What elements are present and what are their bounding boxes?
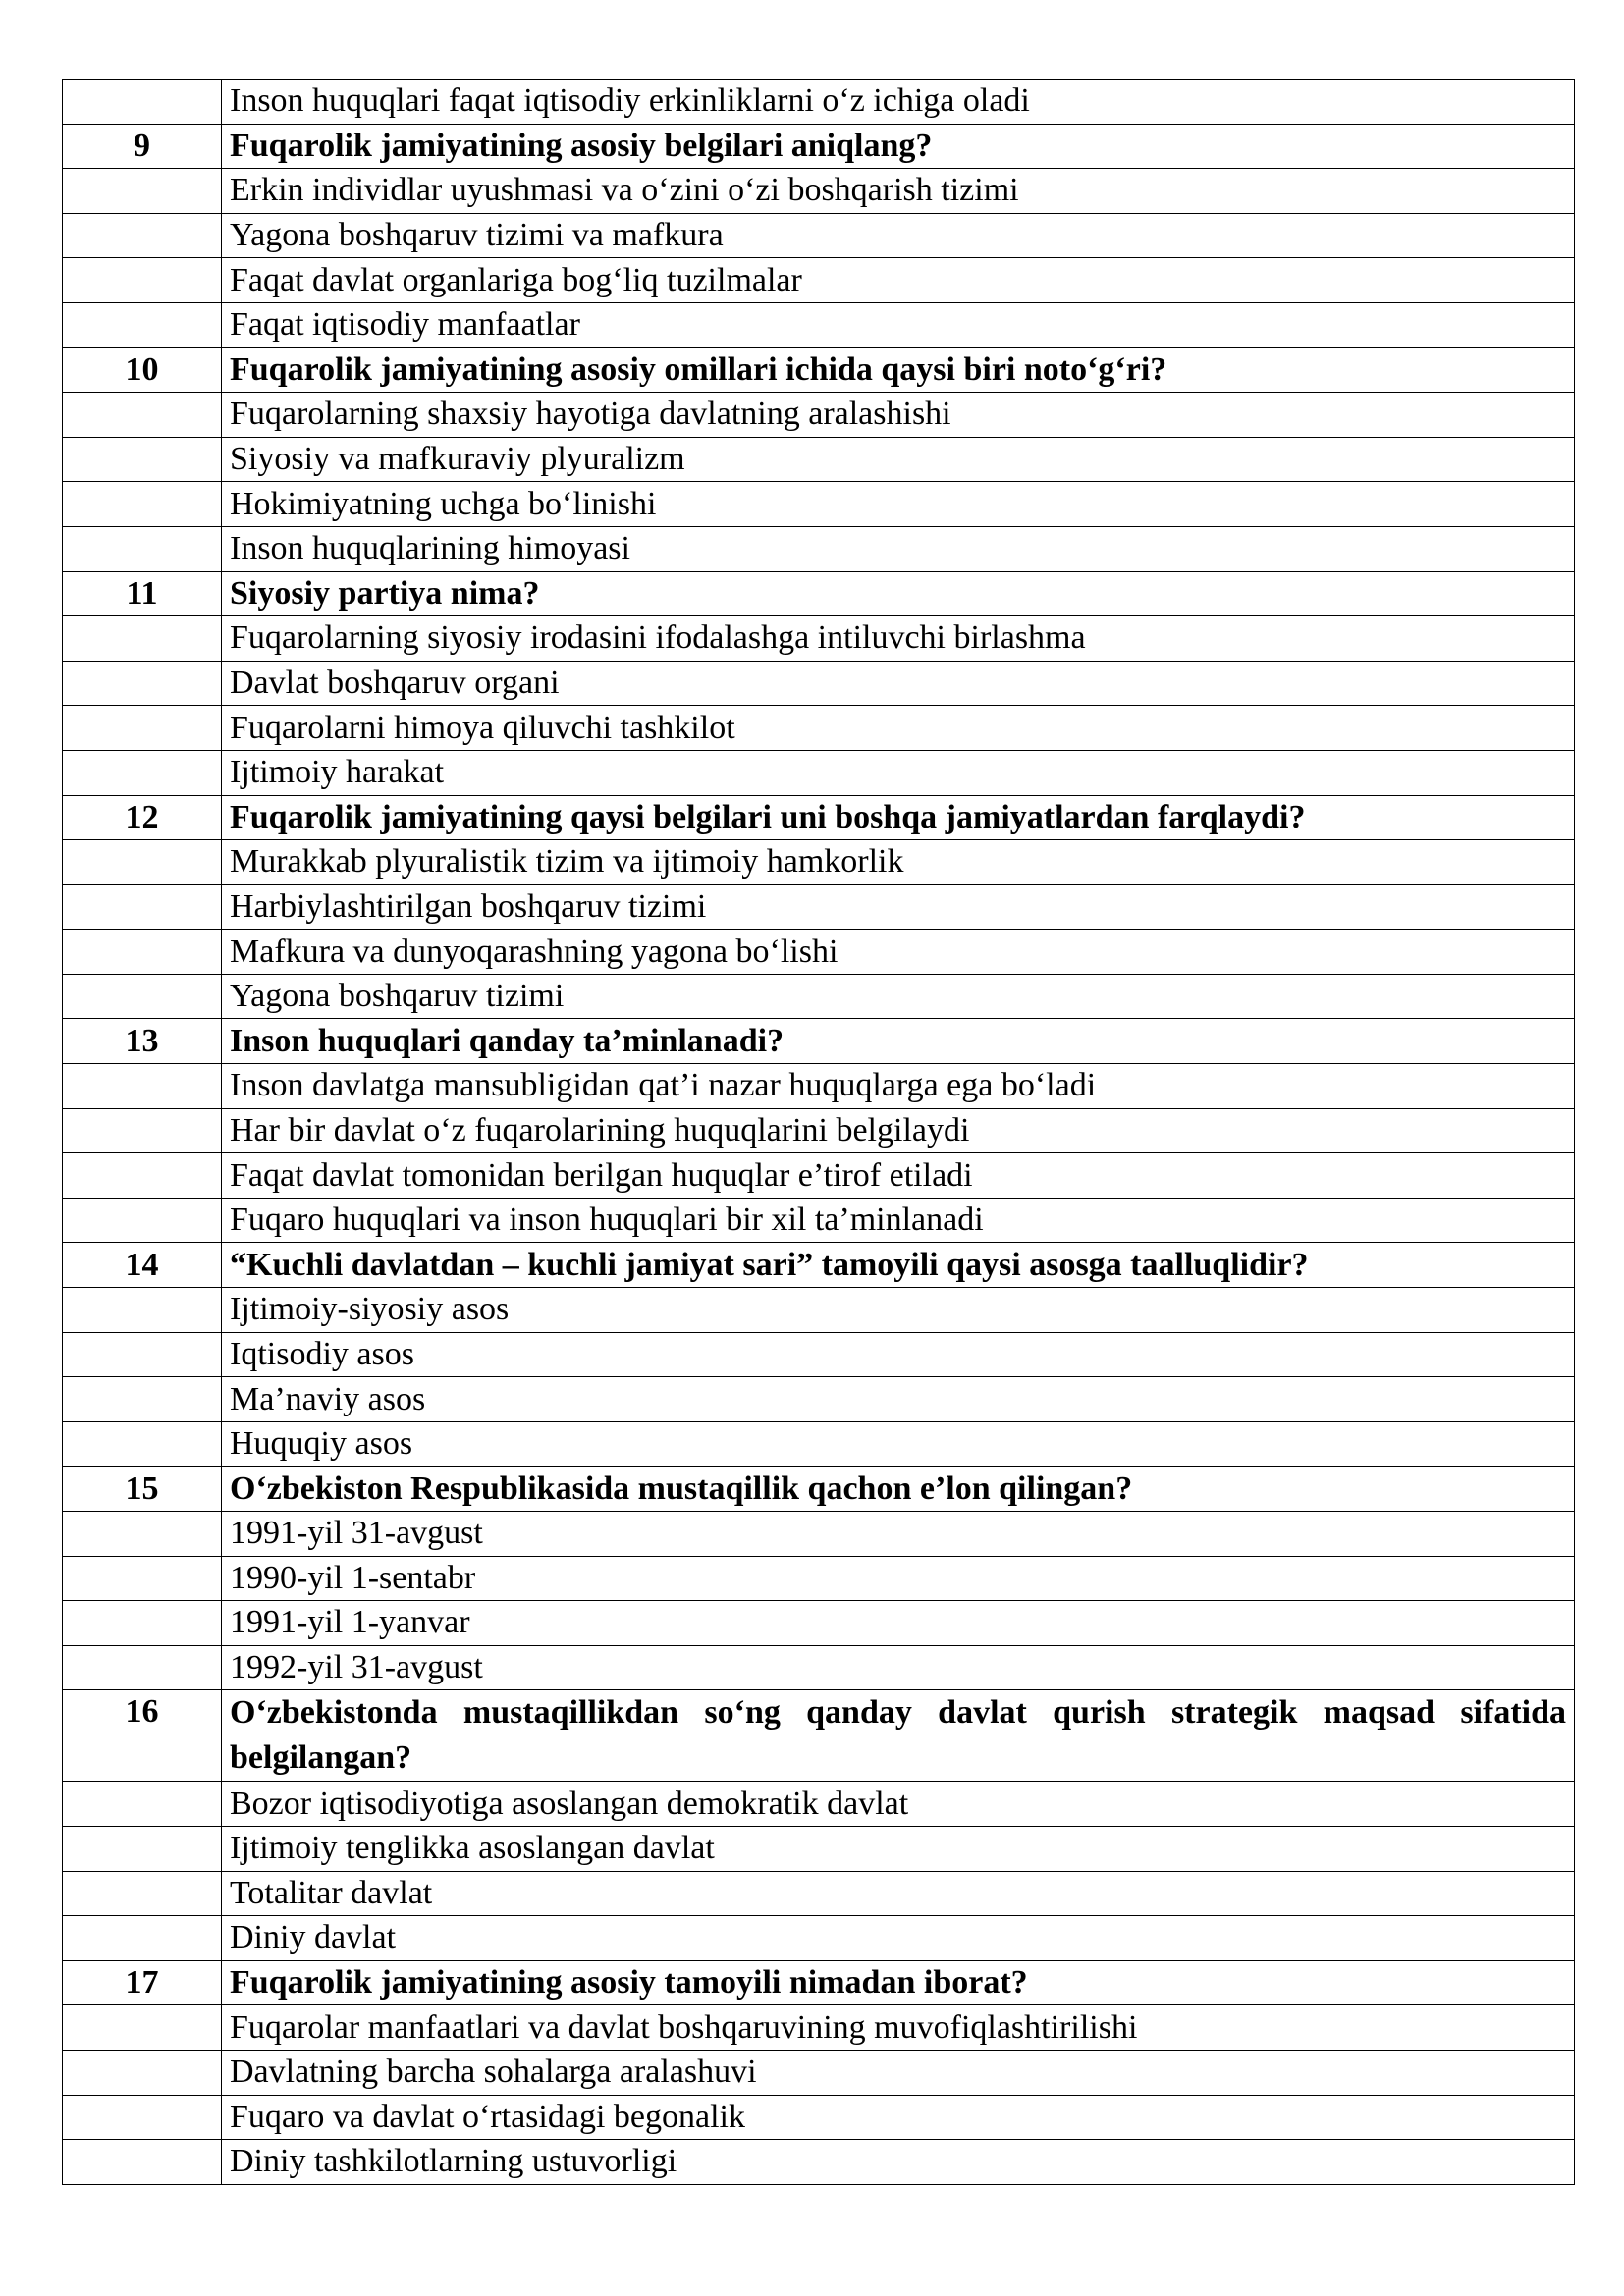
answer-row (63, 302, 1575, 347)
answer-text: Diniy davlat (222, 1916, 1575, 1961)
question-row (63, 1243, 1575, 1288)
answer-text: Faqat iqtisodiy manfaatlar (222, 302, 1575, 347)
number-cell (63, 1108, 222, 1153)
answer-text: Mafkura va dunyoqarashning yagona bo‘lishi (222, 930, 1575, 975)
answer-text: Totalitar davlat (222, 1871, 1575, 1916)
number-cell (63, 80, 222, 125)
answer-text: Fuqarolar manfaatlari va davlat boshqaruvining muvofiqlashtirilishi (222, 2005, 1575, 2051)
answer-text: Yagona boshqaruv tizimi va mafkura (222, 213, 1575, 258)
number-cell (63, 1512, 222, 1557)
question-number: 10 (63, 347, 222, 393)
question-number: 9 (63, 124, 222, 169)
answer-row (63, 884, 1575, 930)
number-cell (63, 169, 222, 214)
number-cell (63, 750, 222, 795)
answer-row (63, 1826, 1575, 1871)
number-cell (63, 1064, 222, 1109)
answer-row (63, 213, 1575, 258)
answer-text: Ijtimoiy harakat (222, 750, 1575, 795)
answer-text: Fuqarolarni himoya qiluvchi tashkilot (222, 706, 1575, 751)
number-cell (63, 482, 222, 527)
answer-row (63, 2140, 1575, 2185)
answer-row (63, 840, 1575, 885)
number-cell (63, 1288, 222, 1333)
question-text: O‘zbekiston Respublikasida mustaqillik qachon e’lon qilingan? (222, 1467, 1575, 1512)
answer-text: Inson huquqlari faqat iqtisodiy erkinliklarni o‘z ichiga oladi (222, 80, 1575, 125)
answer-row (63, 1871, 1575, 1916)
number-cell (63, 1782, 222, 1827)
question-number: 17 (63, 1960, 222, 2005)
answer-row (63, 1782, 1575, 1827)
answer-row (63, 750, 1575, 795)
answer-row (63, 1512, 1575, 1557)
number-cell (63, 2095, 222, 2140)
answer-row (63, 616, 1575, 662)
number-cell (63, 661, 222, 706)
answer-text: 1992-yil 31-avgust (222, 1645, 1575, 1690)
answer-row (63, 1153, 1575, 1199)
question-text: Inson huquqlari qanday ta’minlanadi? (222, 1019, 1575, 1064)
number-cell (63, 258, 222, 303)
number-cell (63, 1153, 222, 1199)
answer-text: Fuqarolarning shaxsiy hayotiga davlatning aralashishi (222, 393, 1575, 438)
question-number: 13 (63, 1019, 222, 1064)
question-text: Fuqarolik jamiyatining asosiy belgilari aniqlang? (222, 124, 1575, 169)
answer-row (63, 393, 1575, 438)
answer-row (63, 437, 1575, 482)
answer-row (63, 1332, 1575, 1377)
number-cell (63, 1198, 222, 1243)
question-text: “Kuchli davlatdan – kuchli jamiyat sari” tamoyili qaysi asosga taalluqlidir? (222, 1243, 1575, 1288)
number-cell (63, 1377, 222, 1422)
answer-text: Iqtisodiy asos (222, 1332, 1575, 1377)
question-number: 11 (63, 571, 222, 616)
answer-text: Diniy tashkilotlarning ustuvorligi (222, 2140, 1575, 2185)
question-row (63, 124, 1575, 169)
answer-text: Davlat boshqaruv organi (222, 661, 1575, 706)
answer-text: Murakkab plyuralistik tizim va ijtimoiy hamkorlik (222, 840, 1575, 885)
number-cell (63, 1645, 222, 1690)
question-row (63, 1690, 1575, 1782)
number-cell (63, 437, 222, 482)
question-number: 16 (63, 1690, 222, 1782)
number-cell (63, 2050, 222, 2095)
answer-text: Siyosiy va mafkuraviy plyuralizm (222, 437, 1575, 482)
answer-text: Fuqaro huquqlari va inson huquqlari bir xil ta’minlanadi (222, 1198, 1575, 1243)
question-row (63, 1960, 1575, 2005)
question-number: 15 (63, 1467, 222, 1512)
number-cell (63, 302, 222, 347)
quiz-table-body (63, 80, 1575, 2185)
answer-text: Faqat davlat organlariga bog‘liq tuzilmalar (222, 258, 1575, 303)
answer-row (63, 1556, 1575, 1601)
number-cell (63, 706, 222, 751)
answer-text: Fuqaro va davlat o‘rtasidagi begonalik (222, 2095, 1575, 2140)
answer-row (63, 661, 1575, 706)
answer-row (63, 2095, 1575, 2140)
answer-text: Fuqarolarning siyosiy irodasini ifodalashga intiluvchi birlashma (222, 616, 1575, 662)
answer-row (63, 974, 1575, 1019)
answer-text: Ijtimoiy tenglikka asoslangan davlat (222, 1826, 1575, 1871)
number-cell (63, 1916, 222, 1961)
answer-text: Hokimiyatning uchga bo‘linishi (222, 482, 1575, 527)
quiz-table (62, 79, 1575, 2185)
answer-row (63, 1421, 1575, 1467)
answer-row (63, 2050, 1575, 2095)
question-row (63, 795, 1575, 840)
answer-text: 1991-yil 1-yanvar (222, 1601, 1575, 1646)
answer-row (63, 706, 1575, 751)
question-text: Siyosiy partiya nima? (222, 571, 1575, 616)
answer-row (63, 1064, 1575, 1109)
answer-text: Huquqiy asos (222, 1421, 1575, 1467)
answer-text: Faqat davlat tomonidan berilgan huquqlar e’tirof etiladi (222, 1153, 1575, 1199)
question-number: 12 (63, 795, 222, 840)
question-row (63, 347, 1575, 393)
answer-row (63, 1645, 1575, 1690)
document-page (62, 79, 1574, 2185)
answer-row (63, 1288, 1575, 1333)
question-text: Fuqarolik jamiyatining asosiy tamoyili nimadan iborat? (222, 1960, 1575, 2005)
answer-text: Ma’naviy asos (222, 1377, 1575, 1422)
question-row (63, 571, 1575, 616)
answer-text: Bozor iqtisodiyotiga asoslangan demokratik davlat (222, 1782, 1575, 1827)
number-cell (63, 213, 222, 258)
number-cell (63, 1421, 222, 1467)
number-cell (63, 393, 222, 438)
answer-row (63, 2005, 1575, 2051)
answer-row (63, 930, 1575, 975)
number-cell (63, 1871, 222, 1916)
answer-row (63, 482, 1575, 527)
answer-text: Harbiylashtirilgan boshqaruv tizimi (222, 884, 1575, 930)
answer-text: 1991-yil 31-avgust (222, 1512, 1575, 1557)
question-row (63, 1019, 1575, 1064)
number-cell (63, 1601, 222, 1646)
number-cell (63, 616, 222, 662)
answer-text: Inson davlatga mansubligidan qat’i nazar huquqlarga ega bo‘ladi (222, 1064, 1575, 1109)
question-row (63, 1467, 1575, 1512)
answer-text: Ijtimoiy-siyosiy asos (222, 1288, 1575, 1333)
answer-text: Yagona boshqaruv tizimi (222, 974, 1575, 1019)
answer-row (63, 1916, 1575, 1961)
answer-row (63, 1108, 1575, 1153)
answer-row (63, 169, 1575, 214)
number-cell (63, 1332, 222, 1377)
answer-row (63, 1377, 1575, 1422)
answer-row (63, 1601, 1575, 1646)
question-text: Fuqarolik jamiyatining asosiy omillari ichida qaysi biri noto‘g‘ri? (222, 347, 1575, 393)
answer-text: Erkin individlar uyushmasi va o‘zini o‘zi boshqarish tizimi (222, 169, 1575, 214)
number-cell (63, 840, 222, 885)
number-cell (63, 884, 222, 930)
number-cell (63, 930, 222, 975)
answer-row (63, 80, 1575, 125)
number-cell (63, 2140, 222, 2185)
number-cell (63, 1556, 222, 1601)
number-cell (63, 974, 222, 1019)
question-text: O‘zbekistonda mustaqillikdan so‘ng qanday davlat qurish strategik maqsad sifatida belgilangan? (222, 1690, 1575, 1782)
answer-row (63, 1198, 1575, 1243)
question-number: 14 (63, 1243, 222, 1288)
answer-text: Davlatning barcha sohalarga aralashuvi (222, 2050, 1575, 2095)
answer-text: Inson huquqlarining himoyasi (222, 526, 1575, 571)
number-cell (63, 2005, 222, 2051)
answer-row (63, 258, 1575, 303)
answer-text: 1990-yil 1-sentabr (222, 1556, 1575, 1601)
number-cell (63, 526, 222, 571)
question-text: Fuqarolik jamiyatining qaysi belgilari uni boshqa jamiyatlardan farqlaydi? (222, 795, 1575, 840)
answer-row (63, 526, 1575, 571)
number-cell (63, 1826, 222, 1871)
answer-text: Har bir davlat o‘z fuqarolarining huquqlarini belgilaydi (222, 1108, 1575, 1153)
